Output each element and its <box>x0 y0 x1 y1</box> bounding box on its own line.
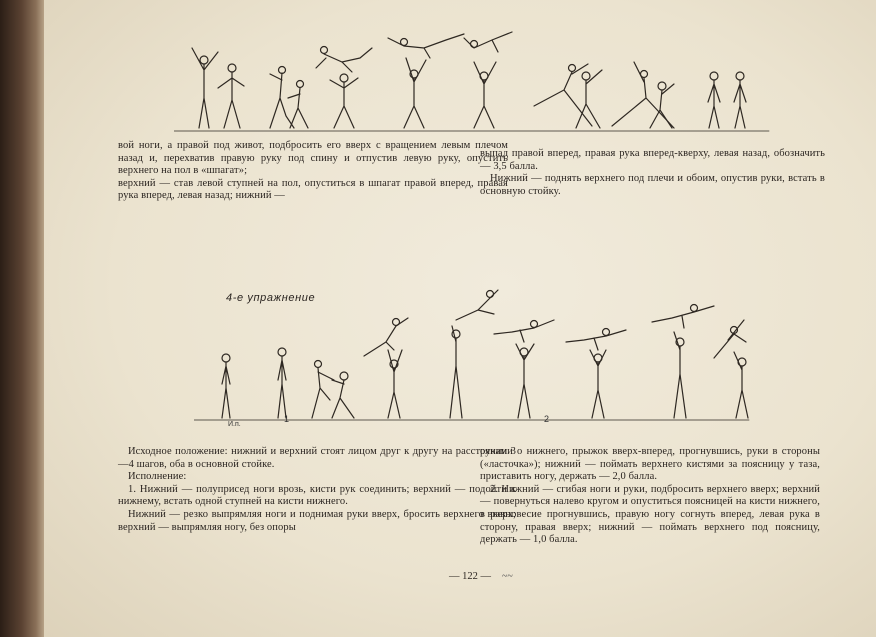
exercise-title: 4-е упражнение <box>226 292 316 304</box>
phase-1-label: 1 <box>284 414 290 424</box>
bottom-left-text-column <box>118 446 516 534</box>
paragraph: вой ноги, а правой под живот, подбросить его вверх с вращением левым плечом назад и, перехватив правую руку под спину и отпустив левую руку, опустить верхнего на пол в «шпагат»; <box>118 140 508 177</box>
start-position-label: И.п. <box>228 421 241 428</box>
paragraph: Нижний — резко выпрямляя ноги и поднимая руки вверх, бросить верхнего вверх; верхний — выпрямляя ногу, без опоры <box>118 508 516 533</box>
paragraph: Нижний — поднять верхнего под плечи и обоим, опустив руки, встать в основную стойку. <box>480 173 825 197</box>
top-right-text-column <box>480 148 825 198</box>
paragraph: верхний — став левой ступней на пол, опуститься в шпагат правой вперед, правая рука вперед, левая назад; нижний — <box>118 177 508 202</box>
paragraph: руками о нижнего, прыжок вверх-вперед, прогнувшись, руки в стороны («ласточка»); нижний — поймать верхнего кистями за поясницу у таза, приставить ногу, держать — 2,0 балла. <box>480 446 820 483</box>
pencil-mark-icon: ~~ <box>502 571 513 582</box>
section-heading: Исполнение: <box>128 471 187 483</box>
book-page <box>44 0 876 637</box>
top-left-text-column <box>118 140 508 203</box>
paragraph: 1. Нижний — полуприсед ноги врозь, кисти рук соединить; верхний — подойти к нижнему, встать одной ступней на кисти нижнего. <box>118 483 516 508</box>
phase-2-label: 2 <box>544 414 550 424</box>
acrobatic-sequence-illustration-top <box>174 18 774 136</box>
paragraph: Исходное положение: нижний и верхний стоят лицом друг к другу на расстоянии 3—4 шагов, оба в основной стойке. <box>118 446 516 470</box>
paragraph: выпад правой вперед, правая рука вперед-кверху, левая назад, обозначить — 3,5 балла. <box>480 148 825 172</box>
exercise-4-illustration <box>194 280 754 426</box>
bottom-right-text-column <box>480 446 820 547</box>
book-binding-edge <box>0 0 48 637</box>
page-number: — 122 — <box>449 571 491 582</box>
paragraph: 2. Нижний — сгибая ноги и руки, подбросить верхнего вверх; верхний — повернуться налево кругом и опуститься поясницей на кисти нижнего, в равновесие прогнувшись, правую ногу согнуть вперед, левая рука в сторону, правая вверх; нижний — поймать верхнего под поясницу, держать — 1,0 балла. <box>480 483 820 546</box>
